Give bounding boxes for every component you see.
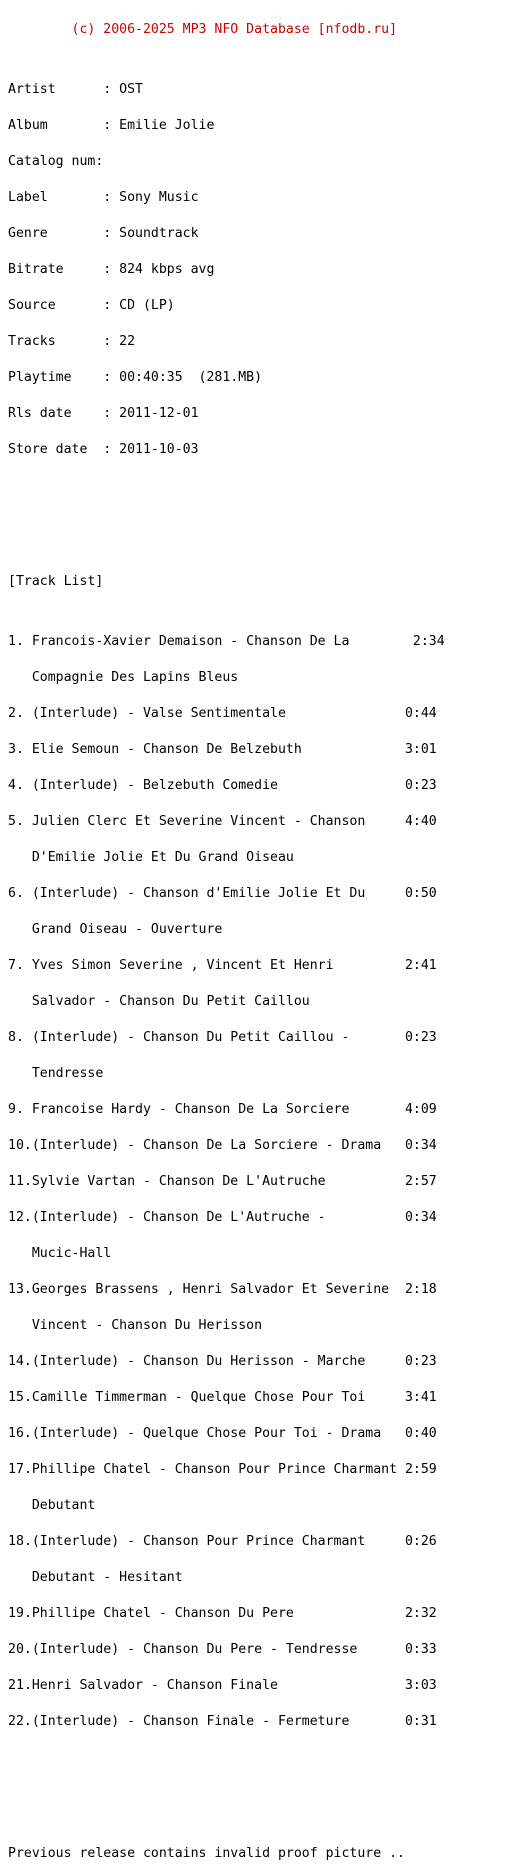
nfo-document (8, 0, 445, 1872)
track-line: 2. (Interlude) - Valse Sentimentale 0:44 (8, 706, 437, 721)
track-line: 21.Henri Salvador - Chanson Finale 3:03 (8, 1678, 437, 1693)
track-line: Debutant - Hesitant (8, 1570, 183, 1585)
track-line: 7. Yves Simon Severine , Vincent Et Henri 2:41 (8, 958, 437, 973)
track-line: 12.(Interlude) - Chanson De L'Autruche - 0:34 (8, 1210, 437, 1225)
track-line: Salvador - Chanson Du Petit Caillou (8, 994, 310, 1009)
track-line: 6. (Interlude) - Chanson d'Emilie Jolie Et Du 0:50 (8, 886, 437, 901)
track-line: 22.(Interlude) - Chanson Finale - Fermeture 0:31 (8, 1714, 437, 1729)
track-line: 4. (Interlude) - Belzebuth Comedie 0:23 (8, 778, 437, 793)
spacer (8, 540, 445, 552)
info-catalog: Catalog num: (8, 154, 104, 169)
track-line: 14.(Interlude) - Chanson Du Herisson - Marche 0:23 (8, 1354, 437, 1369)
track-line: 5. Julien Clerc Et Severine Vincent - Chanson 4:40 (8, 814, 437, 829)
footer-note: Previous release contains invalid proof picture .. (8, 1846, 405, 1861)
spacer (8, 1812, 445, 1824)
spacer (8, 504, 445, 516)
info-album: Album : Emilie Jolie (8, 118, 215, 133)
info-rls-date: Rls date : 2011-12-01 (8, 406, 199, 421)
track-list (8, 612, 445, 1752)
track-line: D'Emilie Jolie Et Du Grand Oiseau (8, 850, 294, 865)
track-line: 3. Elie Semoun - Chanson De Belzebuth 3:01 (8, 742, 437, 757)
track-line: Tendresse (8, 1066, 104, 1081)
track-line: 20.(Interlude) - Chanson Du Pere - Tendresse 0:33 (8, 1642, 437, 1657)
info-playtime: Playtime : 00:40:35 (281.MB) (8, 370, 263, 385)
spacer (8, 1776, 445, 1788)
track-line: Grand Oiseau - Ouverture (8, 922, 223, 937)
copyright-banner: (c) 2006-2025 MP3 NFO Database [nfodb.ru] (8, 22, 398, 37)
track-line: Debutant (8, 1498, 96, 1513)
track-line: 16.(Interlude) - Quelque Chose Pour Toi - Drama 0:40 (8, 1426, 437, 1441)
info-source: Source : CD (LP) (8, 298, 175, 313)
track-line: 1. Francois-Xavier Demaison - Chanson De La 2:34 (8, 634, 445, 649)
track-line: 17.Phillipe Chatel - Chanson Pour Prince Charmant 2:59 (8, 1462, 437, 1477)
track-line: 15.Camille Timmerman - Quelque Chose Pour Toi 3:41 (8, 1390, 437, 1405)
track-line: Mucic-Hall (8, 1246, 112, 1261)
info-bitrate: Bitrate : 824 kbps avg (8, 262, 215, 277)
track-line: 8. (Interlude) - Chanson Du Petit Caillou - 0:23 (8, 1030, 437, 1045)
info-label: Label : Sony Music (8, 190, 199, 205)
track-line: Vincent - Chanson Du Herisson (8, 1318, 263, 1333)
track-line: 9. Francoise Hardy - Chanson De La Sorciere 4:09 (8, 1102, 437, 1117)
track-line: 11.Sylvie Vartan - Chanson De L'Autruche 2:57 (8, 1174, 437, 1189)
release-info (8, 60, 445, 480)
track-line: 13.Georges Brassens , Henri Salvador Et Severine 2:18 (8, 1282, 437, 1297)
tracklist-title: [Track List] (8, 574, 104, 589)
info-tracks: Tracks : 22 (8, 334, 136, 349)
track-line: Compagnie Des Lapins Bleus (8, 670, 239, 685)
track-line: 19.Phillipe Chatel - Chanson Du Pere 2:32 (8, 1606, 437, 1621)
track-line: 10.(Interlude) - Chanson De La Sorciere - Drama 0:34 (8, 1138, 437, 1153)
track-line: 18.(Interlude) - Chanson Pour Prince Charmant 0:26 (8, 1534, 437, 1549)
info-genre: Genre : Soundtrack (8, 226, 199, 241)
info-artist: Artist : OST (8, 82, 143, 97)
info-store-date: Store date : 2011-10-03 (8, 442, 199, 457)
